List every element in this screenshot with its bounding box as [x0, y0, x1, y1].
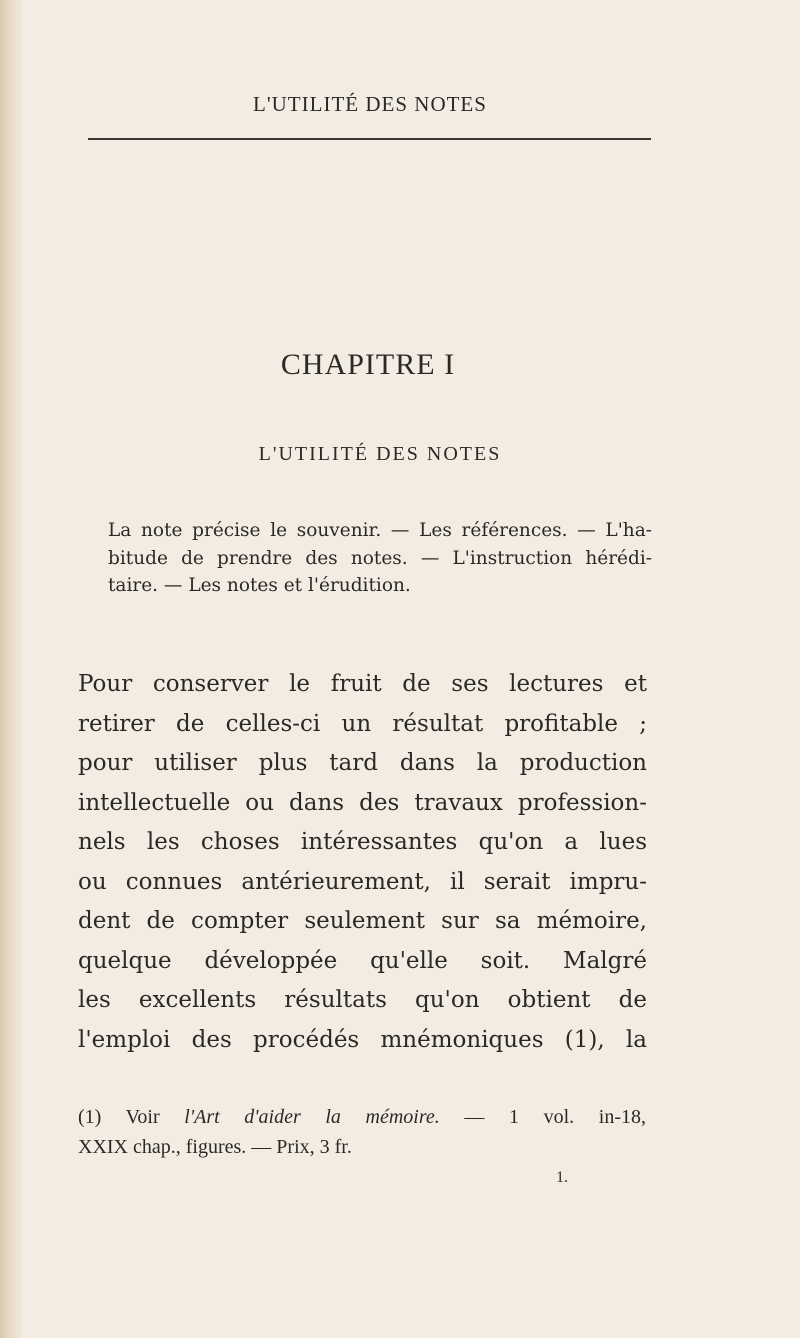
running-head: L'UTILITÉ DES NOTES	[253, 92, 487, 116]
chapter-title: CHAPITRE I	[280, 348, 456, 381]
body-line: retirer de celles-ci un résultat profitable ;	[78, 710, 647, 737]
body-line: pour utiliser plus tard dans la production	[78, 750, 647, 776]
footnote	[78, 1102, 646, 1162]
body-line: les excellents résultats qu'on obtient de	[78, 987, 647, 1013]
summary-line: La note précise le souvenir. — Les références. — L'ha-	[108, 520, 652, 541]
body-line: dent de compter seulement sur sa mémoire,	[78, 908, 647, 934]
body-paragraph	[78, 665, 647, 1060]
footnote-book-title: l'Art d'aider la mémoire.	[184, 1106, 440, 1128]
body-line: ou connues antérieurement, il serait impru-	[78, 868, 647, 895]
summary-line: taire. — Les notes et l'érudition.	[108, 575, 411, 596]
body-line: quelque développée qu'elle soit. Malgré	[78, 947, 647, 974]
body-line: Pour conserver le fruit de ses lectures et	[78, 671, 647, 697]
summary-line: bitude de prendre des notes. — L'instruction hérédi-	[108, 547, 652, 569]
footnote-marker: (1) Voir	[78, 1106, 160, 1128]
footnote-details: — 1 vol. in-18,	[464, 1106, 646, 1128]
footnote-line	[78, 1102, 646, 1132]
chapter-subtitle: L'UTILITÉ DES NOTES	[258, 443, 502, 465]
body-line: intellectuelle ou dans des travaux profession-	[78, 789, 647, 816]
chapter-summary	[108, 517, 652, 600]
header-rule	[88, 138, 651, 140]
body-line: nels les choses intéressantes qu'on a lues	[78, 829, 647, 855]
signature-mark: 1.	[556, 1169, 568, 1186]
page-edge	[0, 0, 22, 1338]
body-line: l'emploi des procédés mnémoniques (1), la	[78, 1026, 647, 1053]
footnote-line: XXIX chap., figures. — Prix, 3 fr.	[78, 1136, 352, 1158]
